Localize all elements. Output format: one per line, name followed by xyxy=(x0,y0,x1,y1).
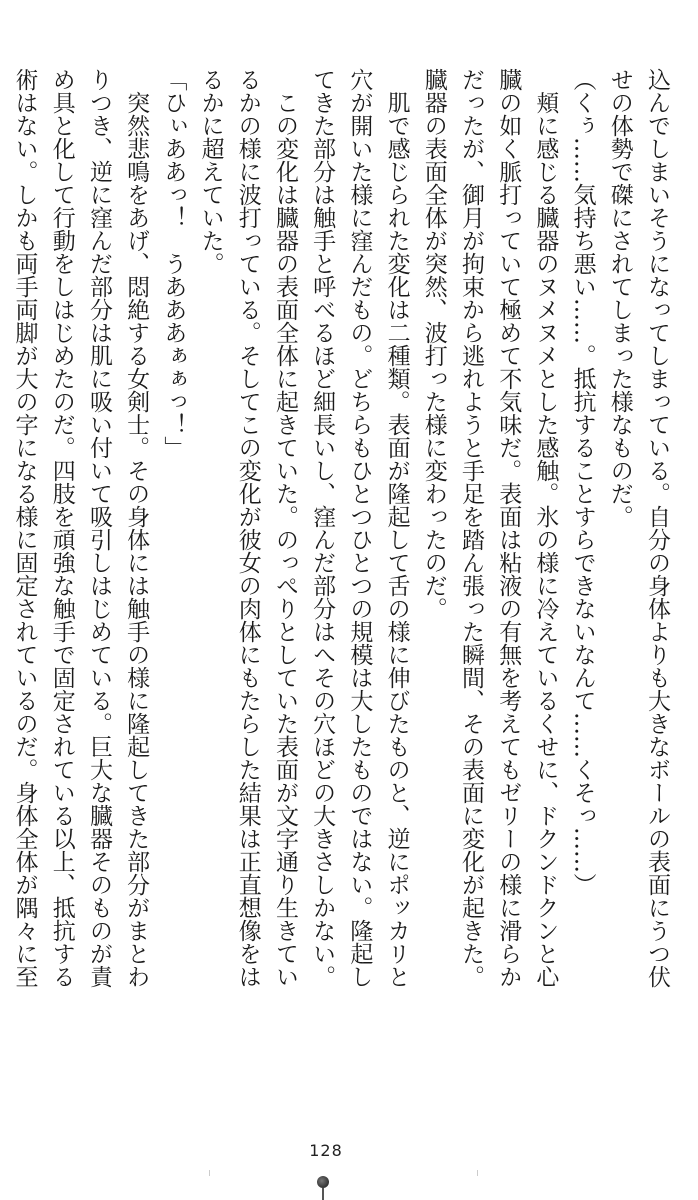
text-line: 術はない。しかも両手両脚が大の字になる様に固定されているのだ。身体全体が隅々に至 xyxy=(11,68,38,988)
text-line: るかに超えていた。 xyxy=(197,68,224,275)
margin-tick xyxy=(209,1170,210,1176)
text-line: め具と化して行動をしはじめたのだ。四肢を頑強な触手で固定されている以上、抵抗する xyxy=(48,68,75,988)
text-line: 穴が開いた様に窪んだもの。どちらもひとつひとつの規模は大したものではない。隆起し xyxy=(346,68,373,988)
text-line: るかの様に波打っている。そしてこの変化が彼女の肉体にもたらした結果は正直想像をは xyxy=(234,68,261,988)
text-line: 臓の如く脈打っていて極めて不気味だ。表面は粘液の有無を考えてもゼリーの様に滑らか xyxy=(495,68,522,988)
text-line: 臓器の表面全体が突然、波打った様に変わったのだ。 xyxy=(420,68,447,620)
margin-tick xyxy=(477,1170,478,1176)
text-line: （くぅ……気持ち悪い……。抵抗することすらできないなんて……くそっ……） xyxy=(569,68,596,896)
text-line: 突然悲鳴をあげ、悶絶する女剣士。その身体には触手の様に隆起してきた部分がまとわ xyxy=(123,68,150,988)
text-line: この変化は臓器の表面全体に起きていた。のっぺりとしていた表面が文字通り生きてい xyxy=(271,68,298,988)
text-line: 込んでしまいそうになってしまっている。自分の身体よりも大きなボールの表面にうつ伏 xyxy=(644,68,670,988)
text-line: りつき、逆に窪んだ部分は肌に吸い付いて吸引しはじめている。巨大な臓器そのものが責 xyxy=(85,68,112,988)
body-text xyxy=(11,68,675,1034)
text-line: 頬に感じる臓器のヌメヌメとした感触。氷の様に冷えているくせに、ドクンドクンと心 xyxy=(532,68,559,988)
text-line: せの体勢で磔にされてしまった様なものだ。 xyxy=(606,68,633,528)
text-line: だったが、御月が拘束から逃れようと手足を踏ん張った瞬間、その表面に変化が起きた。 xyxy=(457,68,484,988)
page-number: 128 xyxy=(309,1141,343,1160)
text-line: てきた部分は触手と呼べるほど細長いし、窪んだ部分はへその穴ほどの大きさしかない。 xyxy=(309,68,336,988)
text-line: 肌で感じられた変化は二種類。表面が隆起して舌の様に伸びたものと、逆にポッカリと xyxy=(383,68,410,988)
page-marker-stem xyxy=(322,1188,324,1200)
text-line: 「ひぃああっ！ うあああぁぁっ！」 xyxy=(160,68,187,459)
page-marker-dot-icon xyxy=(317,1176,329,1188)
